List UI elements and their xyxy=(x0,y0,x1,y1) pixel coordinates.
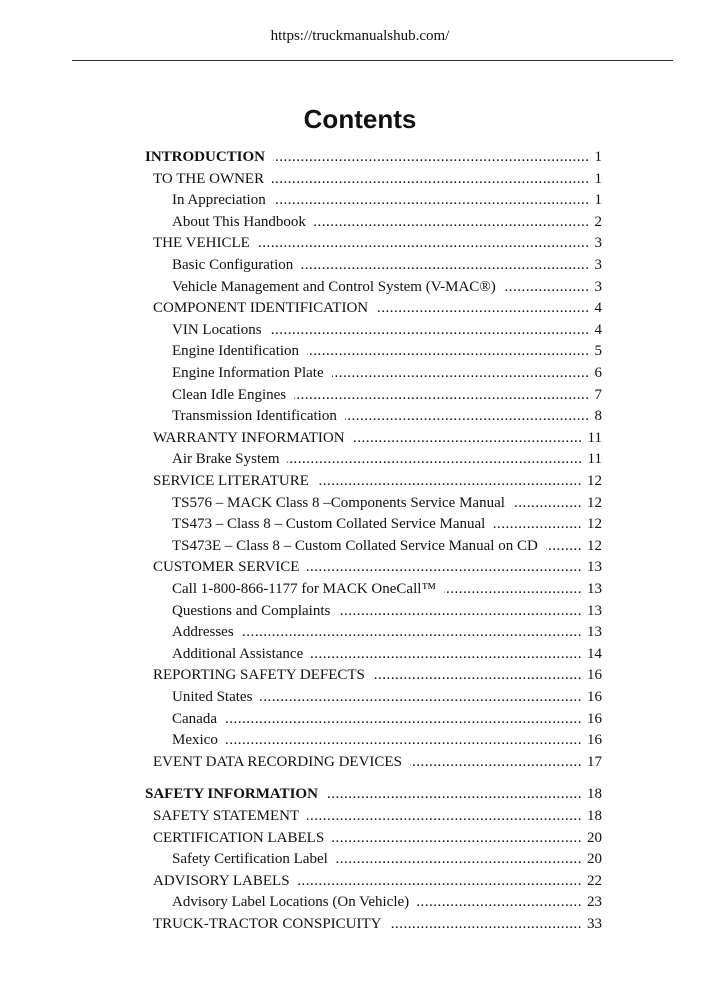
toc-leader-dots xyxy=(353,428,583,448)
toc-entry[interactable] xyxy=(172,709,602,729)
toc-entry-title: Transmission Identification xyxy=(172,408,337,425)
toc-entry-title: Safety Certification Label xyxy=(172,851,328,868)
toc-entry-title: Air Brake System xyxy=(172,451,280,468)
toc-leader-dots xyxy=(287,449,582,469)
toc-entry-page: 23 xyxy=(587,894,602,911)
toc-entry-title: Basic Configuration xyxy=(172,257,294,273)
toc-leader-dots xyxy=(332,363,590,383)
toc-entry[interactable] xyxy=(153,752,602,772)
toc-entry[interactable] xyxy=(153,428,602,448)
toc-entry-page: 20 xyxy=(587,829,602,846)
toc-leader-dots xyxy=(390,914,583,934)
toc-leader-dots xyxy=(317,471,582,491)
toc-leader-dots xyxy=(314,212,590,232)
toc-entry[interactable] xyxy=(153,471,602,491)
toc-entry[interactable] xyxy=(172,449,602,469)
toc-entry[interactable] xyxy=(172,622,602,642)
toc-entry[interactable] xyxy=(172,320,602,340)
toc-entry-page: 7 xyxy=(594,386,602,403)
toc-leader-dots xyxy=(338,601,582,621)
toc-entry-page: 4 xyxy=(594,300,602,317)
toc-entry[interactable] xyxy=(172,190,602,210)
toc-entry[interactable] xyxy=(153,914,602,934)
toc-leader-dots xyxy=(345,406,590,426)
toc-entry[interactable] xyxy=(145,784,602,804)
toc-entry-page: 5 xyxy=(594,343,602,360)
toc-entry[interactable] xyxy=(172,579,602,599)
toc-entry-page: 13 xyxy=(587,602,602,619)
toc-entry-page: 3 xyxy=(594,257,602,273)
toc-entry[interactable] xyxy=(153,557,602,577)
toc-entry-title: REPORTING SAFETY DEFECTS xyxy=(153,667,365,684)
toc-leader-dots xyxy=(373,665,582,685)
toc-entry-title: EVENT DATA RECORDING DEVICES xyxy=(153,753,402,770)
toc-leader-dots xyxy=(226,730,582,750)
toc-entry[interactable] xyxy=(172,341,602,361)
page-title: Contents xyxy=(303,104,417,134)
toc-leader-dots xyxy=(273,147,589,167)
toc-entry-page: 20 xyxy=(587,851,602,868)
toc-entry-title: TRUCK-TRACTOR CONSPICUITY xyxy=(153,916,382,932)
toc-entry-page: 1 xyxy=(594,149,602,165)
toc-entry[interactable] xyxy=(153,233,602,253)
toc-entry-page: 6 xyxy=(594,365,602,381)
toc-entry-page: 33 xyxy=(587,916,602,932)
toc-leader-dots xyxy=(270,320,590,340)
toc-entry-title: COMPONENT IDENTIFICATION xyxy=(153,300,369,317)
toc-leader-dots xyxy=(513,493,582,513)
toc-entry-title: Canada xyxy=(172,710,217,727)
toc-entry-title: SERVICE LITERATURE xyxy=(153,473,309,489)
toc-leader-dots xyxy=(444,579,582,599)
toc-entry-page: 16 xyxy=(587,689,602,705)
toc-leader-dots xyxy=(332,828,582,848)
toc-entry-title: United States xyxy=(172,689,253,705)
toc-entry-page: 16 xyxy=(587,732,602,749)
toc-entry-page: 11 xyxy=(587,429,602,446)
toc-entry[interactable] xyxy=(172,601,602,621)
toc-entry-title: Questions and Complaints xyxy=(172,602,331,619)
toc-entry[interactable] xyxy=(172,406,602,426)
toc-entry-page: 3 xyxy=(594,278,602,295)
toc-entry[interactable] xyxy=(153,828,602,848)
toc-entry[interactable] xyxy=(172,277,602,297)
toc-entry[interactable] xyxy=(172,514,602,534)
toc-entry-title: SAFETY INFORMATION xyxy=(145,786,318,803)
toc-entry-page: 16 xyxy=(587,667,602,684)
toc-entry[interactable] xyxy=(172,212,602,232)
toc-leader-dots xyxy=(546,536,582,556)
toc-entry-title: Engine Information Plate xyxy=(172,365,324,381)
toc-entry-title: TS576 – MACK Class 8 –Components Service Manual xyxy=(172,494,505,511)
toc-entry-page: 13 xyxy=(587,624,602,641)
toc-entry-page: 1 xyxy=(594,170,602,187)
toc-leader-dots xyxy=(260,687,582,707)
toc-leader-dots xyxy=(272,169,589,189)
toc-leader-dots xyxy=(294,385,589,405)
toc-entry-title: Addresses xyxy=(172,624,234,641)
toc-entry[interactable] xyxy=(172,363,602,383)
toc-entry[interactable] xyxy=(153,169,602,189)
toc-leader-dots xyxy=(311,644,582,664)
toc-entry[interactable] xyxy=(172,892,602,912)
toc-entry-title: CERTIFICATION LABELS xyxy=(153,829,325,846)
toc-entry[interactable] xyxy=(172,255,602,275)
toc-entry-title: VIN Locations xyxy=(172,321,262,338)
toc-entry-title: TS473E – Class 8 – Custom Collated Service Manual on CD xyxy=(172,537,538,554)
toc-entry-page: 11 xyxy=(587,451,602,468)
toc-entry-title: Mexico xyxy=(172,732,218,749)
toc-leader-dots xyxy=(301,255,589,275)
toc-leader-dots xyxy=(326,784,582,804)
toc-leader-dots xyxy=(307,341,589,361)
toc-entry-page: 8 xyxy=(594,408,602,425)
toc-entry-page: 22 xyxy=(587,872,602,889)
toc-entry-title: Additional Assistance xyxy=(172,645,304,662)
toc-leader-dots xyxy=(307,806,582,826)
toc-entry[interactable] xyxy=(153,871,602,891)
toc-entry-title: TO THE OWNER xyxy=(153,170,265,187)
toc-entry-page: 3 xyxy=(594,235,602,252)
toc-entry-page: 14 xyxy=(587,645,602,662)
toc-entry-page: 13 xyxy=(587,559,602,576)
toc-entry-title: About This Handbook xyxy=(172,213,306,230)
toc-entry-page: 4 xyxy=(594,321,602,338)
toc-entry[interactable] xyxy=(172,849,602,869)
toc-entry-page: 16 xyxy=(587,710,602,727)
toc-leader-dots xyxy=(376,298,589,318)
toc-entry-page: 2 xyxy=(594,213,602,230)
toc-entry-page: 18 xyxy=(587,808,602,824)
toc-entry-title: Vehicle Management and Control System (V-MAC®) xyxy=(172,278,496,295)
toc-entry-page: 12 xyxy=(587,473,602,489)
toc-entry-title: WARRANTY INFORMATION xyxy=(153,429,345,446)
toc-leader-dots xyxy=(225,709,582,729)
toc-entry-page: 13 xyxy=(587,581,602,597)
header-divider xyxy=(72,60,673,61)
toc-leader-dots xyxy=(493,514,582,534)
toc-leader-dots xyxy=(336,849,582,869)
toc-leader-dots xyxy=(258,233,590,253)
toc-entry-title: Engine Identification xyxy=(172,343,300,360)
toc-entry-page: 18 xyxy=(587,786,602,803)
toc-leader-dots xyxy=(504,277,590,297)
toc-entry-title: INTRODUCTION xyxy=(145,149,266,165)
toc-entry-title: Advisory Label Locations (On Vehicle) xyxy=(172,894,410,911)
toc-leader-dots xyxy=(274,190,590,210)
toc-leader-dots xyxy=(417,892,582,912)
toc-entry-title: TS473 – Class 8 – Custom Collated Service Manual xyxy=(172,516,486,533)
toc-entry[interactable] xyxy=(172,730,602,750)
toc-entry-page: 12 xyxy=(587,516,602,533)
toc-entry[interactable] xyxy=(153,806,602,826)
toc-leader-dots xyxy=(242,622,582,642)
toc-entry-title: ADVISORY LABELS xyxy=(153,872,290,889)
toc-entry-page: 12 xyxy=(587,494,602,511)
toc-entry-page: 1 xyxy=(594,192,602,209)
toc-entry-title: THE VEHICLE xyxy=(153,235,250,252)
toc-entry-title: SAFETY STATEMENT xyxy=(153,808,300,824)
toc-entry-title: Call 1-800-866-1177 for MACK OneCall™ xyxy=(172,581,437,597)
toc-entry-title: CUSTOMER SERVICE xyxy=(153,559,300,576)
toc-entry-title: Clean Idle Engines xyxy=(172,386,287,403)
toc-leader-dots xyxy=(298,871,582,891)
toc-entry[interactable] xyxy=(153,298,602,318)
toc-entry[interactable] xyxy=(172,493,602,513)
toc-entry-title: In Appreciation xyxy=(172,192,266,209)
header-url: https://truckmanualshub.com/ xyxy=(270,28,450,44)
toc-leader-dots xyxy=(307,557,582,577)
toc-entry-page: 17 xyxy=(587,753,602,770)
toc-entry[interactable] xyxy=(172,644,602,664)
toc-entry[interactable] xyxy=(145,147,602,167)
toc-entry[interactable] xyxy=(153,665,602,685)
toc-entry[interactable] xyxy=(172,687,602,707)
toc-entry[interactable] xyxy=(172,385,602,405)
toc-entry[interactable] xyxy=(172,536,602,556)
toc-leader-dots xyxy=(410,752,582,772)
toc-entry-page: 12 xyxy=(587,537,602,554)
